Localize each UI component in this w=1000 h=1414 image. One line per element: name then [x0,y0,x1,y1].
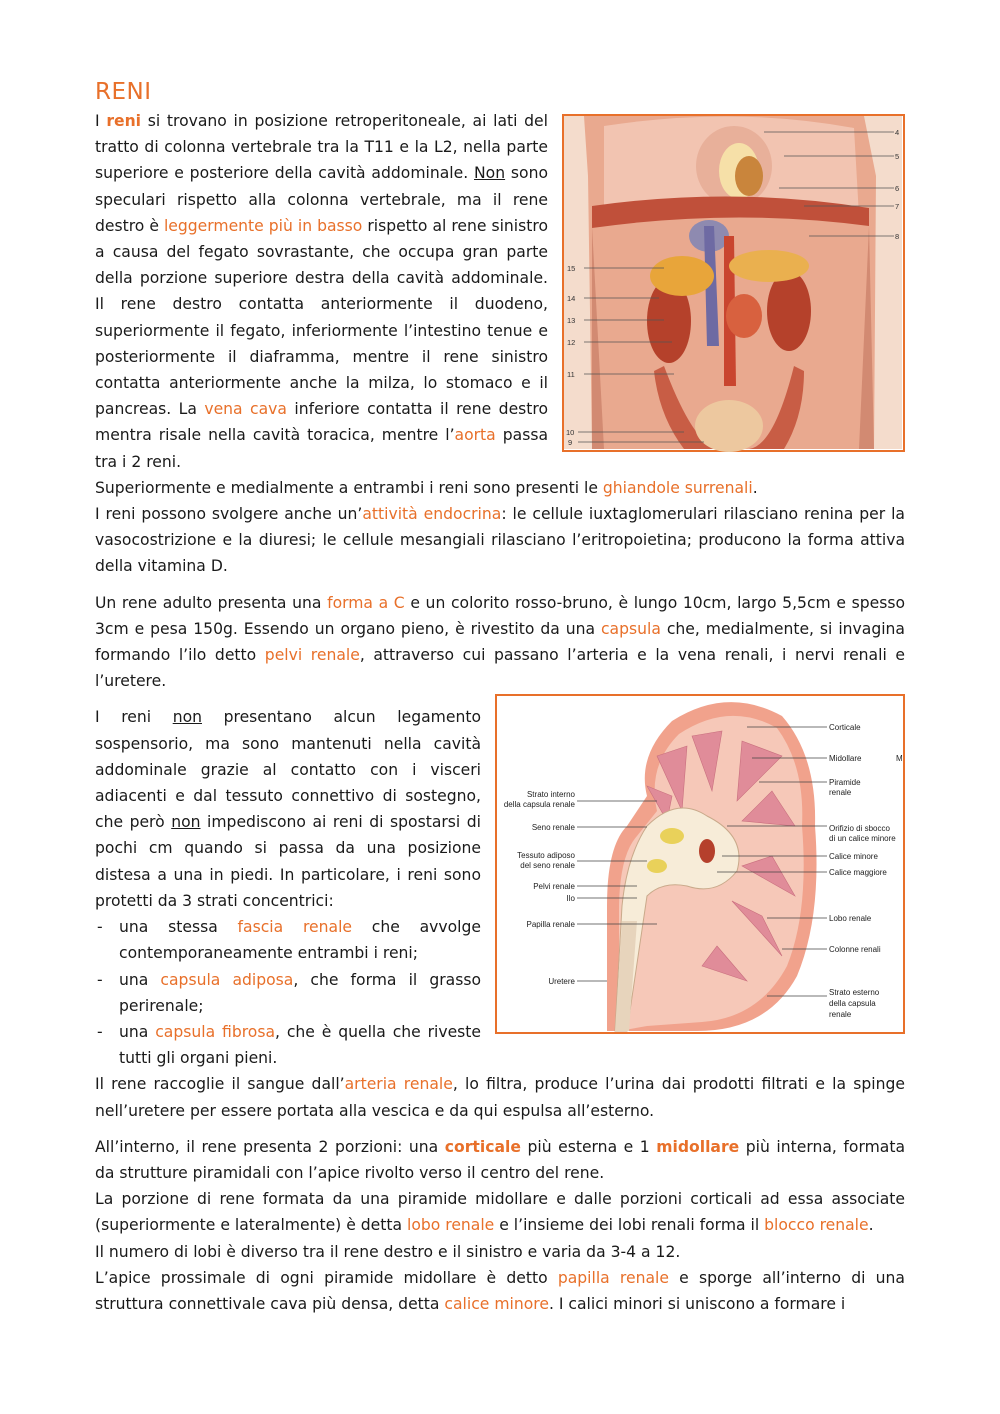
term-fascia-renale: fascia renale [237,918,352,937]
label-piramide-2: renale [829,788,852,798]
label-corticale: Corticale [829,723,861,733]
callout-number: 13 [567,316,576,325]
callout-number: 4 [895,128,900,137]
term-corticale: corticale [444,1137,521,1156]
list-item: - una stessa fascia renale che avvolge contemporaneamente entrambi i reni; [95,914,905,966]
label-colonne-renali: Colonne renali [829,945,881,955]
callout-number: 11 [567,370,575,379]
label-ilo: Ilo [566,894,575,904]
callout-number: 14 [567,294,576,303]
callout-number: 5 [895,152,900,161]
label-strato-interno-2: della capsula renale [503,800,575,810]
underlined-non: non [172,708,202,727]
label-uretere: Uretere [548,977,575,987]
paragraph-numero-lobi: Il numero di lobi è diverso tra il rene destro e il sinistro e varia da 3-4 a 12. [95,1242,681,1261]
paragraph-funzione: Il rene raccoglie il sangue dall’arteria renale, lo filtra, produce l’urina dai prodotti filtrati e la spinge nell’uretere per essere portata alla vescica e da qui espulsa all’esterno. [95,1075,905,1120]
callout-number: 6 [895,184,900,193]
term-arteria-renale: arteria renale [344,1075,453,1094]
term-capsula: capsula [600,619,661,638]
paragraph-endocrina: I reni possono svolgere anche un’attività endocrina: le cellule iuxtaglomerulari rilasciano renina per la vasocostrizione e la diuresi; le cellule mesangiali rilasciano l’eritropoietina; producono la forma attiva della vitamina D. [95,505,905,576]
paragraph-intro: I reni si trovano in posizione retroperitoneale, ai lati del tratto di colonna vertebrale tra la T11 e la L2, nella parte superiore e posteriore della cavità addominale. Non sono speculari rispetto alla colonna vertebrale, ma il rene destro è leggermente più in basso rispetto al rene sinistro a causa del fegato sovrastante, che occupa gran parte della porzione superiore destra della cavità addominale. Il rene destro contatta anteriormente il duodeno, superiormente il fegato, inferiormente l’intestino tenue e posteriormente il diaframma, mentre il rene sinistro contatta anteriormente anche la milza, lo stomaco e il pancreas. La vena cava inferiore contatta il rene destro mentra risale nella cavità toracica, mentre l’aorta passa tra i 2 reni. [95,112,549,471]
label-calice-minore: Calice minore [829,852,878,862]
label-strato-esterno: Strato esterno [829,988,880,998]
list-item: - una capsula fibrosa, che è quella che riveste tutti gli organi pieni. [95,1019,905,1071]
paragraph-lobo: La porzione di rene formata da una piramide midollare e dalle porzioni corticali ad essa associate (superiormente e lateralmente) è detta lobo renale e l’insieme dei lobi renali forma il blocco renale. [95,1190,905,1235]
label-seno-renale: Seno renale [531,823,575,833]
label-pelvi-renale: Pelvi renale [533,882,575,892]
underlined-non: Non [474,164,506,183]
paragraph-surrenali: Superiormente e medialmente a entrambi i reni sono presenti le ghiandole surrenali. [95,478,758,497]
abdominal-anatomy-figure [562,114,905,452]
label-strato-interno: Strato interno [526,790,575,800]
label-orifizio: Orifizio di sbocco [829,824,890,834]
term-reni: reni [106,112,142,130]
term-papilla-renale: papilla renale [557,1268,669,1287]
term-blocco-renale: blocco renale [764,1216,869,1235]
label-strato-esterno-3: renale [829,1010,852,1020]
paragraph-porzioni: All’interno, il rene presenta 2 porzioni: una corticale più esterna e 1 midollare più interna, formata da strutture piramidali con l’apice rivolto verso il centro del rene. [95,1137,905,1182]
term-aorta: aorta [454,426,496,445]
callout-number: 12 [567,338,576,347]
document-page [95,76,905,1317]
term-midollare: midollare [656,1137,740,1156]
layers-list [95,914,905,1071]
paragraph-papilla: L’apice prossimale di ogni piramide midollare è detto papilla renale e sporge all’interno di una struttura connettivale cava più densa, detta calice minore. I calici minori si uniscono a formare i [95,1268,905,1313]
page-title: RENI [95,79,152,105]
paragraph-strati: I reni non presentano alcun legamento sospensorio, ma sono mantenuti nella cavità addominale grazie al contatto con i visceri adiacenti e dal tessuto connettivo di sostegno, che però non impediscono ai reni di spostarsi di pochi cm quando si passa da una posizione distesa a una in piedi. In particolare, i reni sono protetti da 3 strati concentrici: [95,708,481,910]
term-leggermente-piu-in-basso: leggermente più in basso [163,216,363,235]
term-ghiandole-surrenali: ghiandole surrenali [602,478,753,497]
callout-number: 7 [895,202,900,211]
abdominal-anatomy-illustration [564,116,902,449]
paragraph-morfologia: Un rene adulto presenta una forma a C e un colorito rosso-bruno, è lungo 10cm, largo 5,5cm e spesso 3cm e pesa 150g. Essendo un organo pieno, è rivestito da una capsula che, medialmente, si invagina formando l’ilo detto pelvi renale, attraverso cui passano l’arteria e la vena renali, i nervi renali e l’uretere. [95,593,905,691]
label-lobo-renale: Lobo renale [829,914,872,924]
term-capsula-adiposa: capsula adiposa [160,970,294,989]
label-tessuto-adiposo: Tessuto adiposo [517,851,575,861]
label-orifizio-2: di un calice minore [829,834,896,844]
term-capsula-fibrosa: capsula fibrosa [155,1022,276,1041]
list-item: - una capsula adiposa, che forma il grasso perirenale; [95,967,905,1019]
callout-number: 15 [567,264,576,273]
callout-number: 10 [566,428,575,437]
label-tessuto-adiposo-2: del seno renale [520,861,575,871]
label-calice-maggiore: Calice maggiore [829,868,887,878]
label-cut-m: M [896,754,903,764]
term-attivita-endocrina: attività endocrina [362,505,502,524]
term-calice-minore: calice minore [444,1294,549,1313]
label-strato-esterno-2: della capsula [829,999,876,1009]
label-papilla-renale: Papilla renale [526,920,575,930]
term-forma-a-c: forma a C [327,593,405,612]
label-piramide: Piramide [829,778,861,788]
term-vena-cava: vena cava [204,400,287,419]
underlined-non: non [171,813,201,832]
label-midollare: Midollare [829,754,862,764]
callout-number: 9 [568,438,573,447]
term-pelvi-renale: pelvi renale [264,646,360,665]
term-lobo-renale: lobo renale [406,1216,495,1235]
callout-number: 8 [895,232,900,241]
